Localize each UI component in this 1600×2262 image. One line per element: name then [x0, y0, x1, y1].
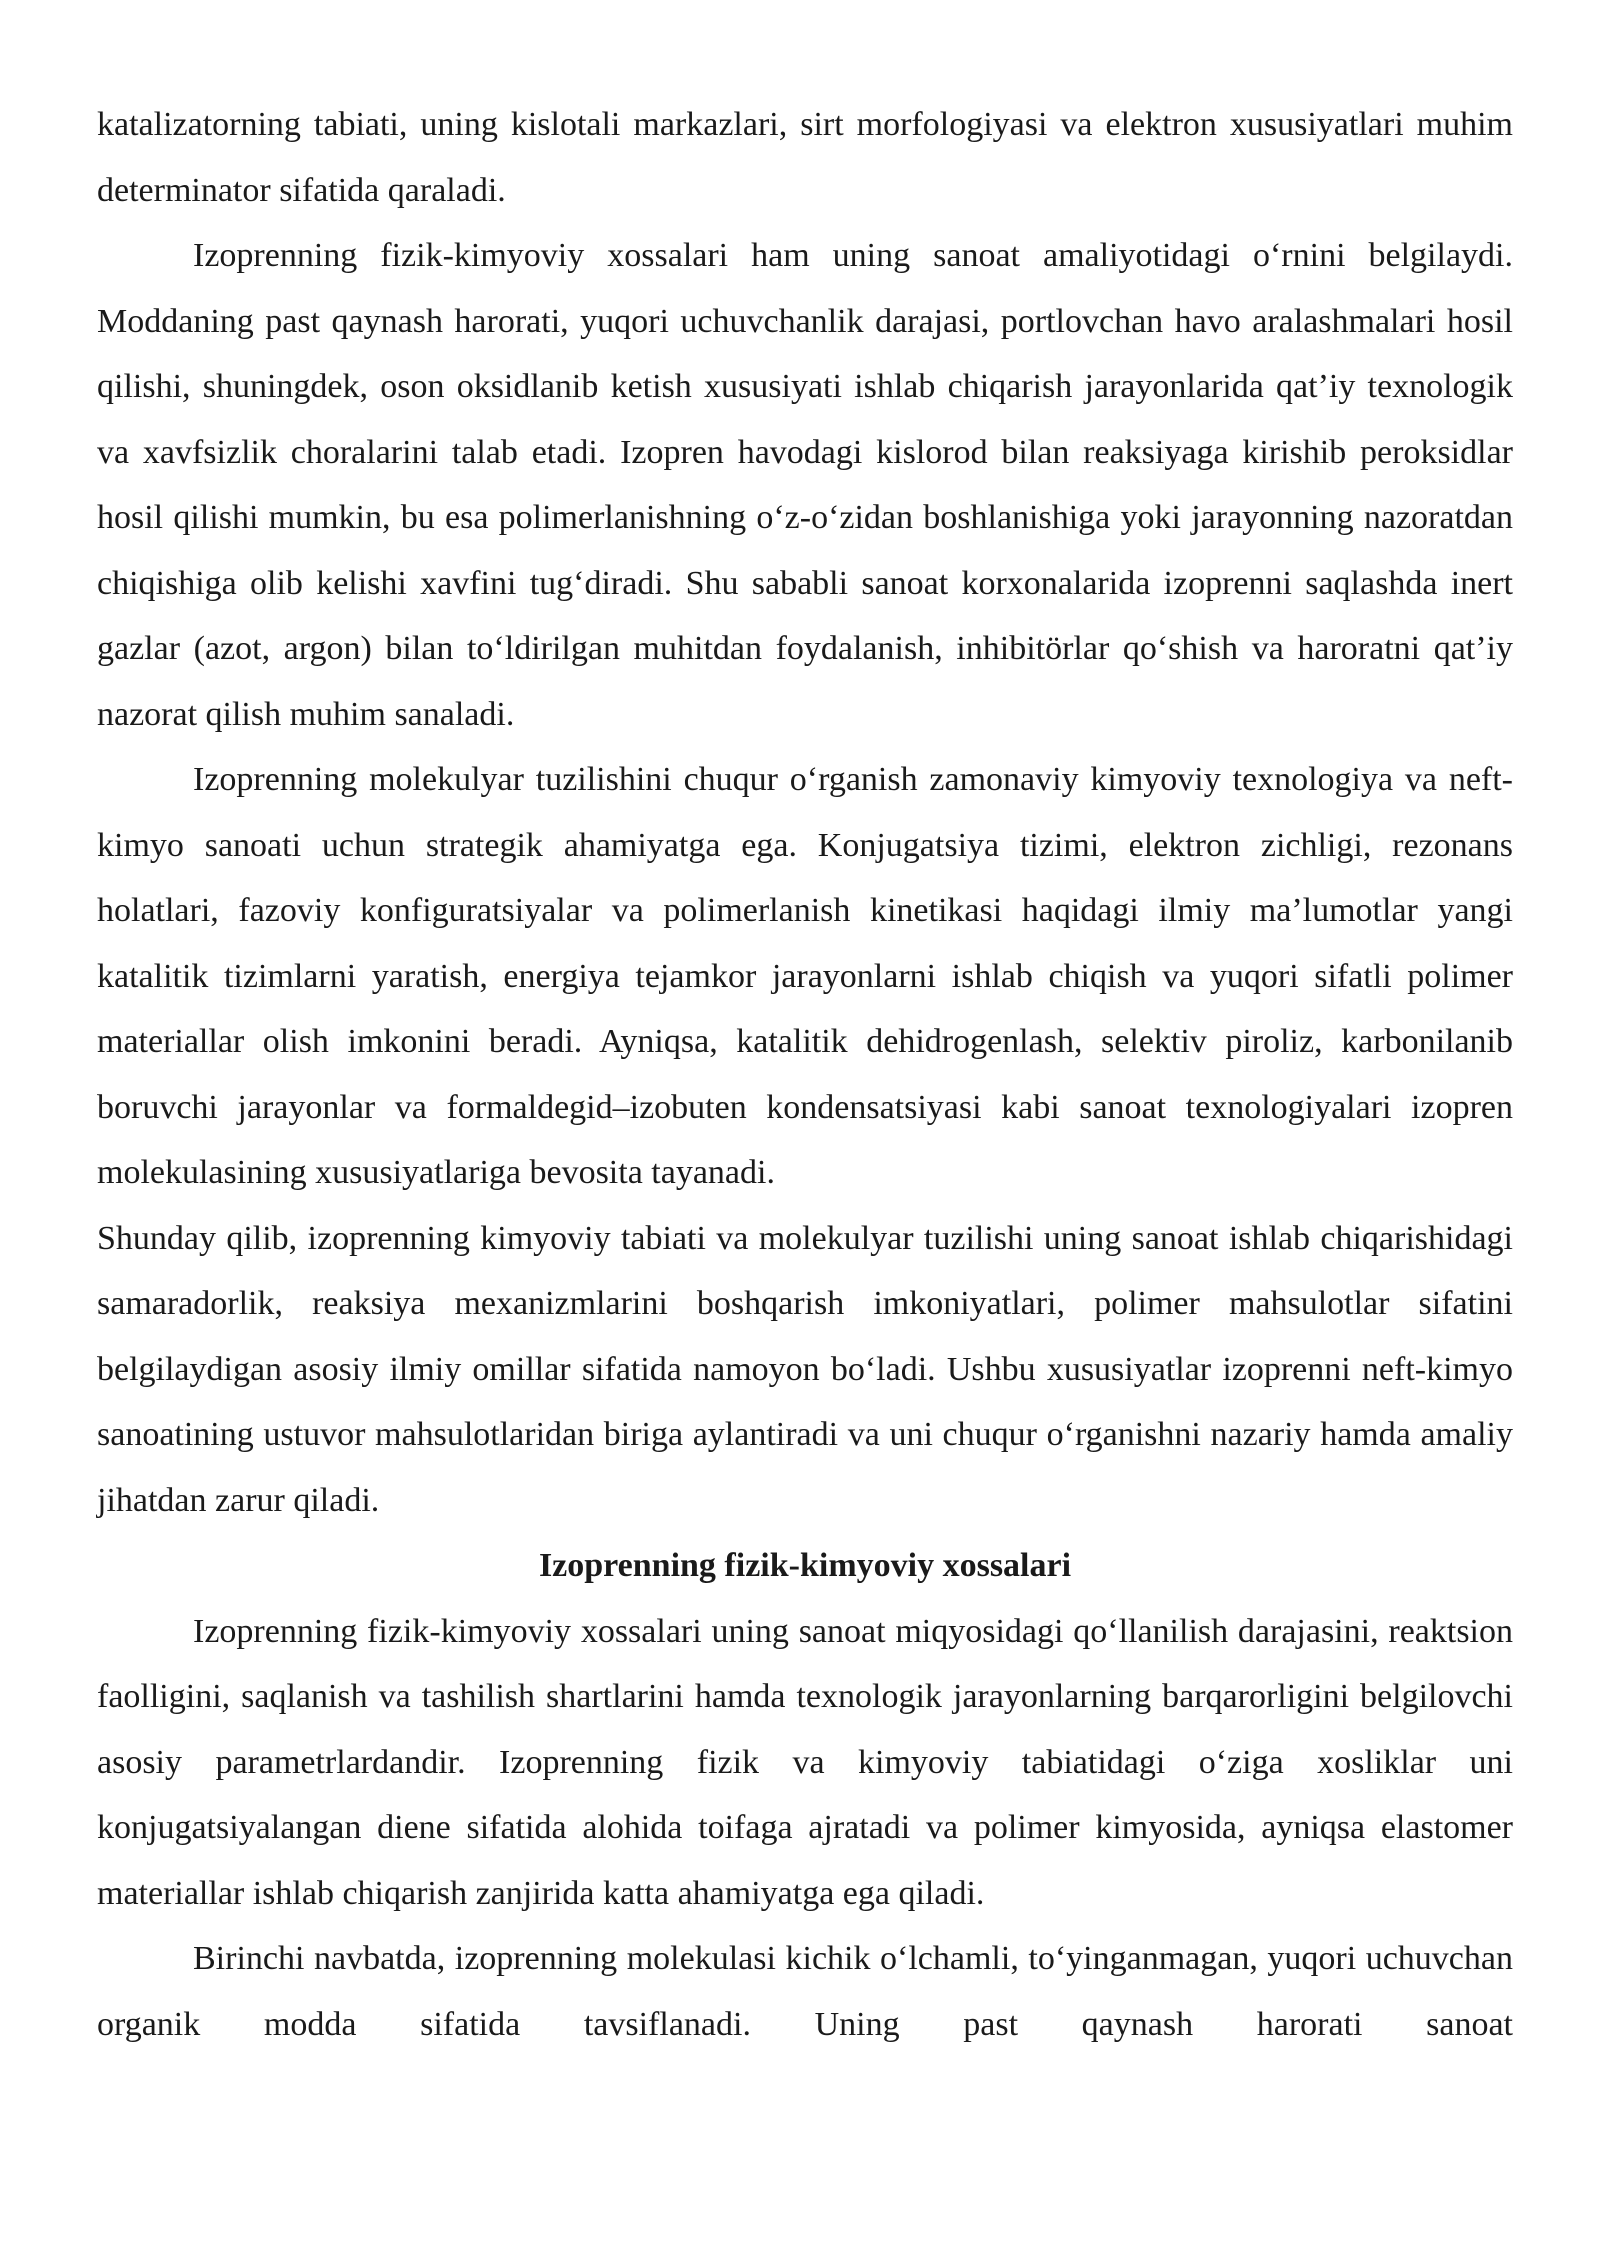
paragraph-conclusion: Shunday qilib, izoprenning kimyoviy tabiati va molekulyar tuzilishi uning sanoat ishlab chiqarishidagi samaradorlik, reaksiya mexanizmlarini boshqarish imkoniyatlari, polimer mahsulotlar sifatini belgilaydigan asosiy ilmiy omillar sifatida namoyon bo‘ladi. Ushbu xususiyatlar izoprenni neft-kimyo sanoatining ustuvor mahsulotlaridan biriga aylantiradi va uni chuqur o‘rganishni nazariy hamda amaliy jihatdan zarur qiladi.	[97, 1219, 1513, 1519]
paragraph-physico-chemical-role: Izoprenning fizik-kimyoviy xossalari ham uning sanoat amaliyotidagi o‘rnini belgilaydi. Moddaning past qaynash harorati, yuqori uchuvchanlik darajasi, portlovchan havo aralashmalari hosil qilishi, shuningdek, oson oksidlanib ketish xususiyati ishlab chiqarish jarayonlarida qat’iy texnologik va xavfsizlik choralarini talab etadi. Izopren havodagi kislorod bilan reaksiyaga kirishib peroksidlar hosil qilishi mumkin, bu esa polimerlanishning o‘z-o‘zidan boshlanishiga yoki jarayonning nazoratdan chiqishiga olib kelishi xavfini tug‘diradi. Shu sababli sanoat korxonalarida izoprenni saqlashda inert gazlar (azot, argon) bilan to‘ldirilgan muhitdan foydalanish, inhibitörlar qo‘shish va haroratni qat’iy nazorat qilish muhim sanaladi.	[97, 237, 1513, 733]
document-page	[97, 92, 1513, 2057]
paragraph-section-first-point: Birinchi navbatda, izoprenning molekulasi kichik o‘lchamli, to‘yinganmagan, yuqori uchuvchan organik modda sifatida tavsiflanadi. Uning past qaynash harorati sanoat	[97, 1940, 1513, 2043]
paragraph-section-intro: Izoprenning fizik-kimyoviy xossalari uning sanoat miqyosidagi qo‘llanilish darajasini, reaktsion faolligini, saqlanish va tashilish shartlarini hamda texnologik jarayonlarning barqarorligini belgilovchi asosiy parametrlardandir. Izoprenning fizik va kimyoviy tabiatidagi o‘ziga xosliklar uni konjugatsiyalangan diene sifatida alohida toifaga ajratadi va polimer kimyosida, ayniqsa elastomer materiallar ishlab chiqarish zanjirida katta ahamiyatga ega qiladi.	[97, 1612, 1513, 1912]
paragraph-continuation: katalizatorning tabiati, uning kislotali markazlari, sirt morfologiyasi va elektron xususiyatlari muhim determinator sifatida qaraladi.	[97, 106, 1513, 209]
section-heading: Izoprenning fizik-kimyoviy xossalari	[538, 1547, 1072, 1584]
paragraph-molecular-structure: Izoprenning molekulyar tuzilishini chuqur o‘rganish zamonaviy kimyoviy texnologiya va neft-kimyo sanoati uchun strategik ahamiyatga ega. Konjugatsiya tizimi, elektron zichligi, rezonans holatlari, fazoviy konfiguratsiyalar va polimerlanish kinetikasi haqidagi ilmiy ma’lumotlar yangi katalitik tizimlarni yaratish, energiya tejamkor jarayonlarni ishlab chiqish va yuqori sifatli polimer materiallar olish imkonini beradi. Ayniqsa, katalitik dehidrogenlash, selektiv piroliz, karbonilanib boruvchi jarayonlar va formaldegid–izobuten kondensatsiyasi kabi sanoat texnologiyalari izopren molekulasining xususiyatlariga bevosita tayanadi.	[97, 761, 1513, 1191]
